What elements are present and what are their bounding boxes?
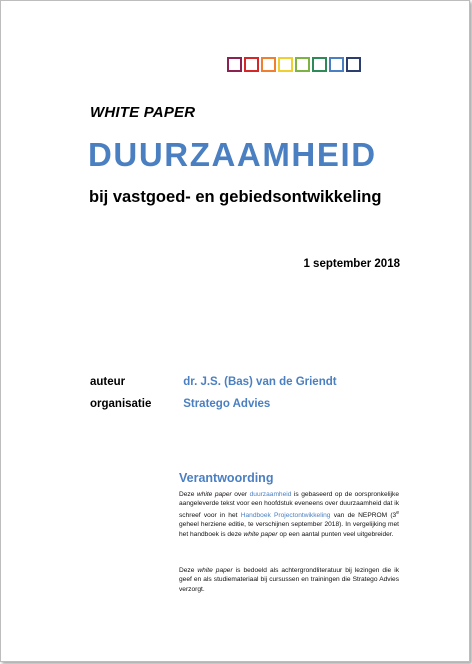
color-square — [312, 57, 327, 72]
superscript: e — [396, 509, 399, 516]
color-square — [278, 57, 293, 72]
text-run: white paper — [243, 530, 278, 538]
text-run: is gebaseerd op de oorspronkelijke aangeleverde tekst voor een hoofdstuk eveneens over duurzaamheid dat ik schreef voor in het — [179, 491, 399, 519]
section-title: Verantwoording — [179, 471, 274, 485]
color-squares — [227, 57, 361, 72]
text-run: geheel herziene editie, te verschijnen september 2018). In vergelijking met het handboek is deze — [179, 521, 399, 538]
paragraph-1 — [179, 490, 399, 539]
author-label: auteur — [90, 376, 126, 388]
text-run: Deze — [179, 567, 198, 574]
publication-date: 1 september 2018 — [303, 258, 400, 270]
color-square — [244, 57, 259, 72]
author-value: dr. J.S. (Bas) van de Griendt — [183, 376, 337, 388]
author-row — [90, 376, 337, 388]
color-square — [329, 57, 344, 72]
page-subtitle: bij vastgoed- en gebiedsontwikkeling — [89, 188, 382, 206]
paragraph-2 — [179, 566, 399, 594]
handboek-link[interactable]: Handboek Projectontwikkeling — [240, 512, 331, 519]
document-type-label: WHITE PAPER — [90, 104, 196, 121]
text-run: Deze — [179, 491, 197, 498]
organisation-label: organisatie — [90, 398, 152, 410]
text-run: over — [231, 491, 250, 498]
duurzaamheid-link[interactable]: duurzaamheid — [249, 491, 292, 498]
text-run: op een aantal punten veel uitgebreider. — [277, 530, 394, 538]
text-run: white paper — [197, 567, 233, 574]
organisation-value: Stratego Advies — [183, 398, 271, 410]
color-square — [346, 57, 361, 72]
text-run: van de NEPROM (3 — [330, 512, 397, 519]
text-run: white paper — [196, 491, 232, 498]
text-run: is bedoeld als achtergrondliteratuur bij lezingen die ik geef en als studiemateriaal bij cursussen en trainingen die Stratego Advies verzorgt. — [179, 567, 399, 593]
organisation-row — [90, 398, 270, 410]
color-square — [295, 57, 310, 72]
color-square — [261, 57, 276, 72]
page-title: DUURZAAMHEID — [88, 136, 377, 173]
color-square — [227, 57, 242, 72]
